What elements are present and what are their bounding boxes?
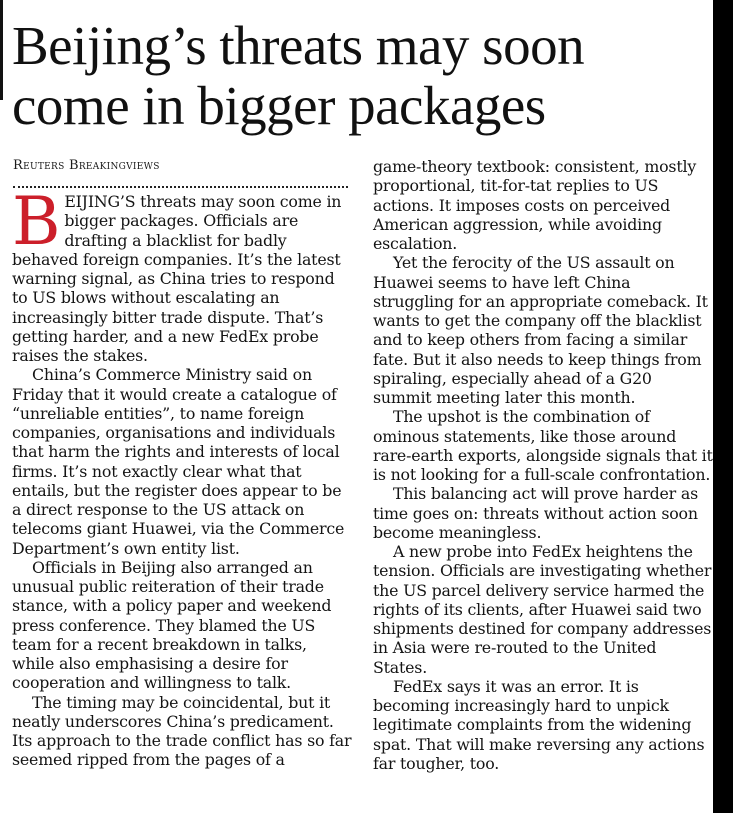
dotted-divider: [13, 186, 348, 188]
lead-text: EIJING’S threats may soon come in bigger packages. Officials are drafting a blacklist for badly behaved foreign companies. It’s the latest warning signal, as China tries to respond to US blows without escalating an increasingly bitter trade dispute. That’s getting harder, and a new FedEx probe raises the stakes.: [12, 192, 342, 365]
body-paragraph: This balancing act will prove harder as time goes on: threats without action soon become meaningless.: [373, 484, 698, 542]
lead-paragraph: [12, 183, 352, 365]
byline: Reuters Breakingviews: [13, 158, 160, 173]
body-paragraph: The upshot is the combination of ominous statements, like those around rare-earth exports, alongside signals that it is not looking for a full-scale confrontation.: [373, 407, 713, 484]
drop-cap: B: [12, 183, 61, 260]
article-column-left: [12, 183, 352, 770]
body-paragraph: China’s Commerce Ministry said on Friday that it would create a catalogue of “unreliable entities”, to name foreign companies, organisations and individuals that harm the rights and interests of local firms. It’s not exactly clear what that entails, but the register does appear to be a direct response to the US attack on telecoms giant Huawei, via the Commerce Department’s own entity list.: [12, 365, 345, 558]
article-column-right: [373, 157, 713, 773]
headline-rule: [0, 0, 3, 100]
body-paragraph: FedEx says it was an error. It is becoming increasingly hard to unpick legitimate complaints from the widening spat. That will make reversing any actions far tougher, too.: [373, 676, 705, 773]
body-paragraph: The timing may be coincidental, but it neatly underscores China’s predicament. Its approach to the trade conflict has so far seemed ripped from the pages of a: [12, 692, 352, 770]
body-paragraph: Yet the ferocity of the US assault on Huawei seems to have left China struggling for an appropriate comeback. It wants to get the company off the blacklist and to keep others from facing a similar fate. But it also needs to keep things from spiraling, especially ahead of a G20 summit meeting later this month.: [373, 253, 708, 407]
page-edge-bar: [713, 0, 733, 813]
body-paragraph: A new probe into FedEx heightens the tension. Officials are investigating whether the US parcel delivery service harmed the rights of its clients, after Huawei said two shipments destined for company addresses in Asia were re-routed to the United States.: [373, 542, 712, 677]
continued-paragraph: game-theory textbook: consistent, mostly proportional, tit-for-tat replies to US actions. It imposes costs on perceived American aggression, while avoiding escalation.: [373, 157, 697, 253]
headline: Beijing’s threats may soon come in bigger packages: [12, 15, 585, 136]
body-paragraph: Officials in Beijing also arranged an unusual public reiteration of their trade stance, with a policy paper and weekend press conference. They blamed the US team for a recent breakdown in talks, while also emphasising a desire for cooperation and willingness to talk.: [12, 557, 332, 693]
